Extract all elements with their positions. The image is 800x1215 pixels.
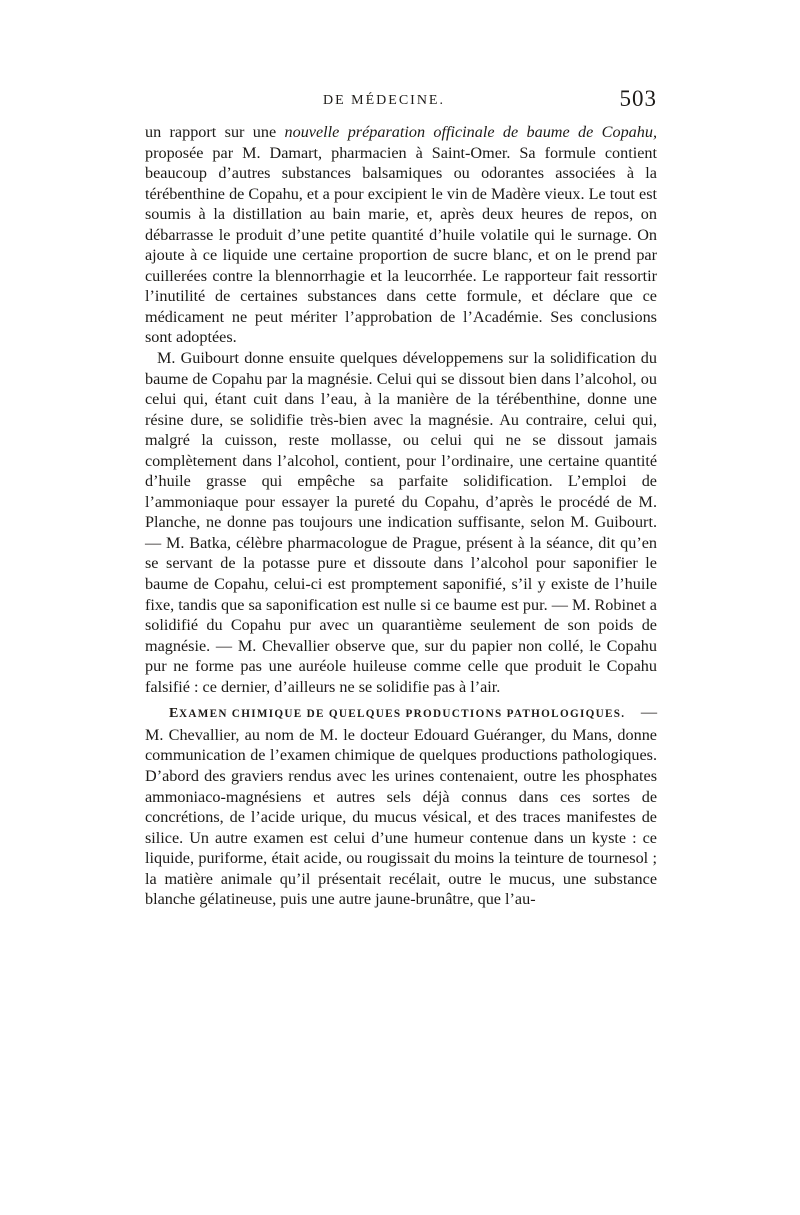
para1-title-italic: nouvelle préparation officinale de baume de Copahu,	[284, 123, 657, 141]
para1-text-b: proposée par M. Damart, pharmacien à Saint-Omer. Sa formule contient beaucoup d’autres substances balsamiques ou odorantes associées à la térébenthine de Copahu, et a pour excipient le vin de Madère vieux. Le tout est soumis à la distillation au bain marie, et, après deux heures de repos, on débarrasse le produit d’une petite quantité d’huile volatile qui le surnage. On ajoute à ce liquide une certaine proportion de sucre blanc, et on le prend par cuillerées contre la blennorrhagie et la leucorrhée. Le rapporteur fait ressortir l’inutilité de certaines substances dans cette formule, et déclare que ce médicament ne peut mériter l’approbation de l’Académie. Ses conclusions sont adoptées.	[145, 143, 657, 347]
section-heading-rest: XAMEN CHIMIQUE DE QUELQUES PRODUCTIONS PATHOLOGIQUES.	[178, 708, 626, 721]
paragraph-copahu-report	[145, 122, 657, 348]
paragraph-examen	[145, 702, 657, 909]
section-heading-initial: E	[169, 706, 179, 722]
page-number: 503	[619, 86, 657, 111]
page-header	[145, 84, 657, 120]
paragraph-guibourt: M. Guibourt donne ensuite quelques développemens sur la solidification du baume de Copahu par la magnésie. Celui qui se dissout bien dans l’alcohol, ou celui qui, étant cuit dans l’eau, à la manière de la térébenthine, donne une résine dure, se solidifie très-bien avec la magnésie. Au contraire, celui qui, malgré la cuisson, reste mollasse, ou celui qui ne se dissout jamais complètement dans l’alcohol, contient, pour l’ordinaire, une certaine quantité d’huile grasse qui empêche sa parfaite solidification. L’emploi de l’ammoniaque pour essayer la pureté du Copahu, d’après le procédé de M. Planche, ne donne pas toujours une indication suffisante, selon M. Guibourt. — M. Batka, célèbre pharmacologue de Prague, présent à la séance, dit qu’en se servant de la potasse pure et dissoute dans l’alcohol pour saponifier le baume de Copahu, celui-ci est promptement saponifié, s’il y existe de l’huile fixe, tandis que sa saponification est nulle si ce baume est pur. — M. Robinet a solidifié du Copahu pur avec un quarantième seulement de son poids de magnésie. — M. Chevallier observe que, sur du papier non collé, le Copahu pur ne forme pas une auréole huileuse comme celle que produit le Copahu falsifié : ce dernier, d’ailleurs ne se solidifie pas à l’air.	[145, 349, 657, 696]
running-head: DE MÉDECINE.	[323, 93, 445, 108]
para1-text-a: un rapport sur une	[145, 123, 285, 141]
body-text	[145, 122, 657, 910]
section-heading	[157, 704, 625, 725]
section-body: — M. Chevallier, au nom de M. le docteur Edouard Guéranger, du Mans, donne communication de l’examen chimique de quelques productions pathologiques. D’abord des graviers rendus avec les urines contenaient, outre les phosphates ammoniaco-magnésiens et autres sels déjà connus dans ces sortes de concrétions, de l’acide urique, du mucus vésical, et des traces manifestes de silice. Un autre examen est celui d’une humeur contenue dans un kyste : ce liquide, puriforme, était acide, ou rougissait du moins la teinture de tournesol ; la matière animale qu’il présentait recélait, outre le mucus, une substance blanche gélatineuse, puis une autre jaune-brunâtre, que l’au-	[145, 703, 657, 909]
